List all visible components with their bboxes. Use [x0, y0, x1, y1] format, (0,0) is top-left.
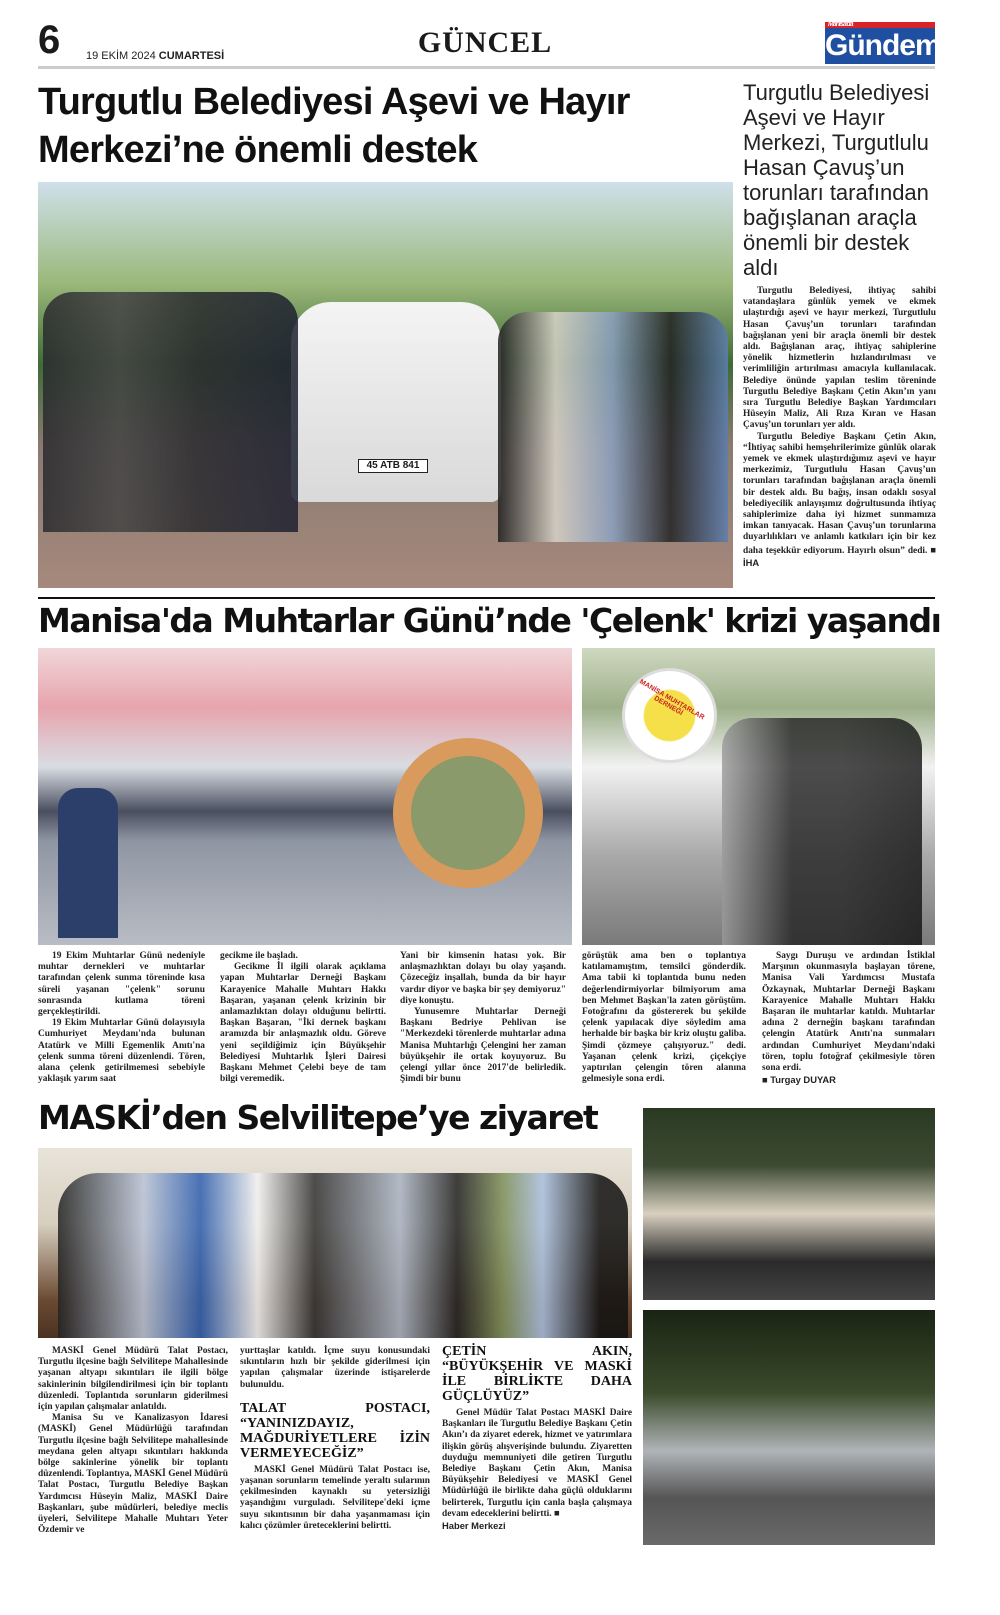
story3-photo-group [38, 1148, 632, 1338]
section-title: GÜNCEL [417, 26, 553, 59]
issue-date [86, 50, 224, 62]
story3-column-2 [240, 1346, 430, 1532]
story2-photo-wreath [582, 648, 935, 945]
paragraph: Manisa Su ve Kanalizasyon İdaresi (MASKİ) Genel Müdürlüğü tarafından Turgutlu ilçesine bağlı Selvilitepe mahallesinde meydana gelen altyapı sıkıntıları hakkında bölge sakinlerine yönelik bir toplantı düzenlendi. Toplantıya, MASKİ Genel Müdürü Talat Postacı, Turgutlu Belediye Başkan Yardımcısı Hüseyin Maliz, MASKİ Daire Başkanları, şube müdürleri, belediye meclis üyeleri, Selvilitepe Mahalle Muhtarı Yeter Özdemir ve [38, 1413, 228, 1536]
logo-text: Gündem [825, 29, 941, 62]
story1-paragraph-text: Turgutlu Belediye Başkanı Çetin Akın, “İhtiyaç sahibi hemşehrilerimize günlük olarak yemek ve ekmek ulaştırdığımız aşevi ve hayır merkezimiz, Turgutlulu Hasan Çavuş’un torunları tarafından bağışlanan araçla önemli bir destek aldı. Bu bağış, insan odaklı sosyal belediyecilik anlayışımız doğrultusunda ihtiyaç sahiplerimize daha iyi hizmet sunmamıza imkan tanıyacak. Hasan Çavuş’un torunlarına duyarlılıkları ve anlamlı katkıları için bir kez daha teşekkür ediyorum. Hayırlı olsun” dedi. [743, 431, 936, 556]
paragraph: Genel Müdür Talat Postacı MASKİ Daire Başkanları ile Turgutlu Belediye Başkanı Çetin Akın’ı da ziyaret ederek, hizmet ve yatırımlara ilişkin görüş alışverişinde bulundu. Ziyaretten duyduğu memnuniyeti dile getiren Turgutlu Belediye Başkanı Çetin Akın, Manisa Büyükşehir Belediyesi ve MASKİ Genel Müdürlüğü ile birlikte daha güçlü olduklarını belirterek, Turgutlu için canla başla çalışmaya devam edeceklerini belirtti. ■ [442, 1408, 632, 1519]
story2-column-2 [220, 951, 386, 1085]
people-group-left [43, 292, 298, 532]
story1-headline: Turgutlu Belediyesi Aşevi ve Hayır Merkezi’ne önemli destek [38, 81, 630, 171]
story1-deck: Turgutlu Belediyesi Aşevi ve Hayır Merkezi, Turgutlulu Hasan Çavuş’un torunları tarafından bağışlanan araçla önemli bir destek aldı [743, 80, 930, 280]
story1-body [743, 286, 936, 570]
story3-column-3 [442, 1340, 632, 1531]
people-group [722, 718, 922, 945]
day-text: CUMARTESİ [158, 50, 225, 62]
paragraph: 19 Ekim Muhtarlar Günü nedeniyle muhtar dernekleri ve muhtarlar tarafından çelenk sunma töreninde kısa süreli yaşanan "çelenk" sorunu sonrasında kutlama töreni gerçekleştirildi. [38, 951, 205, 1018]
wreath-image [393, 738, 543, 888]
story3-subheading-1: TALAT POSTACI, “YANINIZDAYIZ, MAĞDURİYETLERE İZİN VERMEYECEĞİZ” [240, 1400, 430, 1461]
paragraph: yurttaşlar katıldı. İçme suyu konusundaki sıkıntıların hızlı bir şekilde giderilmesi için yapılan çalışmalar üzerinde istişarelerde bulunuldu. [240, 1346, 430, 1390]
story3-photo-meeting [643, 1108, 935, 1300]
license-plate: 45 ATB 841 [358, 459, 428, 473]
paragraph: gecikme ile başladı. [220, 951, 298, 961]
story1-paragraph: Turgutlu Belediyesi, ihtiyaç sahibi vatandaşlara günlük yemek ve ekmek ulaştırdığı aşevi ve hayır merkezi, Turgutlulu Hasan Çavuş’un torunları tarafından bağışlanan yeni bir araçla önemli bir destek aldı. Bağışlanan araç, ihtiyaç sahiplerine yönelik hizmetlerin hızlandırılması ve verimliliğin artırılması amacıyla kullanılacak. Belediye önünde yapılan teslim töreninde Turgutlu Belediye Başkanı Çetin Akın’ın yanı sıra Turgutlu Belediye Başkan Yardımcıları Hüseyin Maliz, Ali Rıza Kıran ve Hasan Çavuş’un torunları yer aldı. [743, 286, 936, 431]
newspaper-logo [825, 21, 941, 64]
paragraph: MASKİ Genel Müdürü Talat Postacı ise, yaşanan sorunların temelinde yeraltı sularının çekilmesinden kaynaklı su yetersizliği yaşandığını vurguladı. Selvilitepe'deki içme suyu sıkıntısının bir daha yaşanmaması için kalıcı çözümler üreteceklerini belirtti. [240, 1464, 430, 1531]
story2-column-1 [38, 951, 205, 1085]
story2-column-5 [762, 951, 935, 1085]
paragraph: Yunusemre Muhtarlar Derneği Başkanı Bedriye Pehlivan ise "Merkezdeki törenlerde muhtarlar adına Manisa Muhtarlığı Çelengini her zaman büyükşehir ile ortak koyuyoruz. Bu çelengi yıllar önce 2017'de belirledik. Şimdi bir bunu [400, 1007, 566, 1085]
paragraph: 19 Ekim Muhtarlar Günü dolayısıyla Cumhuriyet Meydanı'nda bulunan Atatürk ve Milli Egemenlik Anıtı'na çelenk sunma töreni düzenlendi. Tören, alana çelenk getirilmemesi sebebiyle yaklaşık yarım saat [38, 1018, 205, 1085]
story3-byline: Haber Merkezi [442, 1520, 506, 1532]
paragraph: Saygı Duruşu ve ardından İstiklal Marşının okunmasıyla başlayan törene, Manisa Vali Yardımcısı Mustafa Özkaynak, Muhtarlar Derneği Başkanı Karayenice Mahalle Muhtarı Hakkı Başaran ile muhtarlar katıldı. Muhtarlar adına 2 derneğin başkanı tarafından çelengin Atatürk Anıtı'na sunmaları ardından Cumhuriyet Meydanı'ndaki tören, toplu fotoğraf çekilmesiyle tören sona erdi. [762, 951, 935, 1074]
story2-column-3 [400, 951, 566, 1085]
page-number: 6 [38, 18, 61, 62]
story3-subheading-2: ÇETİN AKIN, “BÜYÜKŞEHİR VE MASKİ İLE BİRLİKTE DAHA GÜÇLÜYÜZ” [442, 1344, 632, 1404]
date-text: 19 EKİM 2024 [86, 50, 156, 62]
story1-paragraph [743, 432, 936, 570]
story1-photo [38, 182, 733, 588]
story3-column-1 [38, 1346, 228, 1536]
story2-headline: Manisa'da Muhtarlar Günü’nde 'Çelenk' krizi yaşandı [38, 601, 941, 640]
header-divider [38, 66, 935, 69]
paragraph: Gecikme İl ilgili olarak açıklama yapan Muhtarlar Derneği Başkanı Karayenice Mahalle Muhtarı Hakkı Başaran, yaşanan çelenk krizinin bir anlamazlıktan dolayı olduğunu belirtti. Başkan Başaran, "İki dernek başkanı aramızda bir anlaşmazlık oldu. Göreve yeni seçildiğimiz için Büyükşehir Belediyesi Muhtarlık İşleri Dairesi Başkanı Mehmet Çelebi beye de tam bilgi veremedik. [220, 962, 386, 1085]
story2-byline: ■ Turgay DUYAR [762, 1074, 836, 1086]
paragraph: Yani bir kimsenin hatası yok. Bir anlaşmazlıktan dolayı bu olay yaşandı. Çözeceğiz inşallah, bunda da bir hayır vardır diyor ve başka bir şey demiyoruz" diye konuştu. [400, 951, 566, 1006]
people-group-right [498, 312, 728, 542]
story1-byline: ■ İHA [743, 543, 936, 568]
logo-top: Manisa'da [828, 21, 853, 28]
story3-photo-outdoor-meeting [643, 1310, 935, 1545]
people-group [58, 1173, 628, 1338]
person-photographer [58, 788, 118, 938]
section-divider [38, 597, 935, 599]
paragraph: MASKİ Genel Müdürü Talat Postacı, Turgutlu ilçesine bağlı Selvilitepe Mahallesinde yaşanan altyapı sıkıntıları ile ilgili bölge sakinlerinin bilgilendirilmesi için bir toplantı düzenledi. Toplantıda sorunların giderilmesi için yapılan çalışmalar anlatıldı. [38, 1346, 228, 1413]
story3-headline: MASKİ’den Selvilitepe’ye ziyaret [38, 1098, 598, 1137]
wreath-ribbon-text: MANİSA MUHTARLAR DERNEĞİ [638, 678, 706, 722]
story2-photo-ceremony [38, 648, 572, 945]
story2-column-4 [582, 951, 746, 1085]
paragraph: görüştük ama ben o toplantıya katılamamıştım, temsilci gönderdik. Ama tabii ki toplantıda bunu neden değerlendirmiyorlar bilmiyorum ama ben Mehmet Başkan'la zaten görüştüm. Fotoğrafını da göstererek bu şekilde çelenk yapılacak diye söyledim ama herhalde bir başka bir kriz oluştu galiba. Şimdi çözmeye çalışıyoruz." dedi. Yaşanan çelenk krizi, çiçekçiye yaptırılan çelengin tören alanına gelmesiyle sona erdi. [582, 951, 747, 1085]
